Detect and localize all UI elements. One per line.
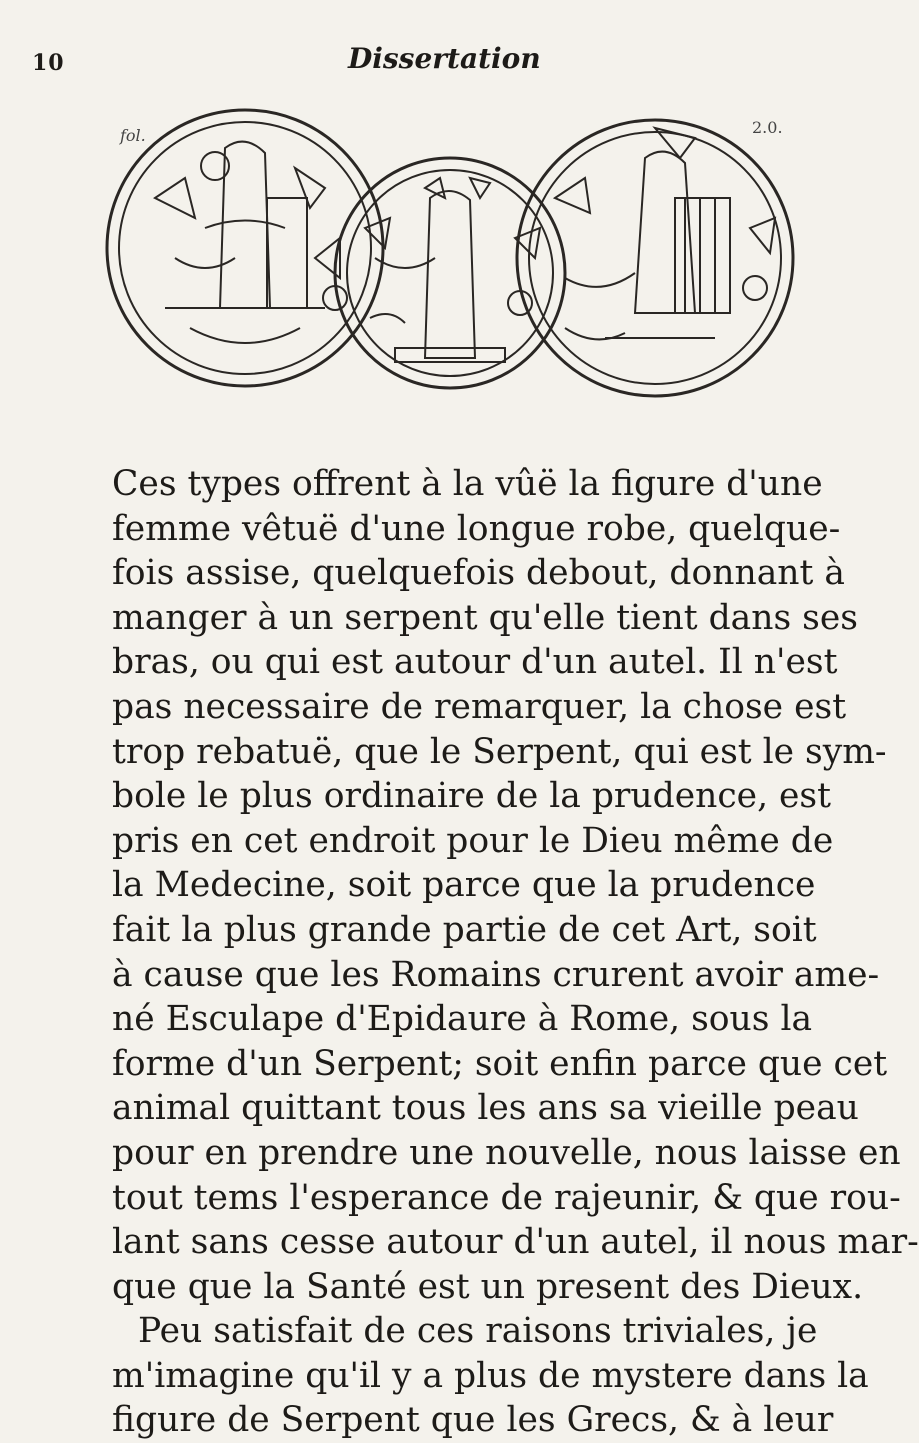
coin-left [107, 110, 383, 386]
text-line: pris en cet endroit pour le Dieu même de [112, 820, 834, 861]
text-line: m'imagine qu'il y a plus de mystere dans la [112, 1355, 869, 1396]
text-line: lant sans cesse autour d'un autel, il nous mar- [112, 1222, 919, 1263]
text-line: bole le plus ordinaire de la prudence, est [112, 776, 831, 817]
page-header [0, 42, 800, 102]
text-line: né Esculape d'Epidaure à Rome, sous la [112, 999, 813, 1040]
body-text [112, 462, 919, 1443]
text-line: forme d'un Serpent; soit enfin parce que cet [112, 1043, 888, 1084]
text-line: animal quittant tous les ans sa vieille peau [112, 1088, 859, 1129]
text-line: pour en prendre une nouvelle, nous laisse en [112, 1132, 901, 1173]
text-line: pas necessaire de remarquer, la chose est [112, 686, 847, 727]
text-line: la Medecine, soit parce que la prudence [112, 865, 816, 906]
plate-annotation-right: 2.0. [752, 118, 783, 137]
text-line: tout tems l'esperance de rajeunir, & que rou- [112, 1177, 901, 1218]
text-line: figure de Serpent que les Grecs, & à leur [112, 1400, 834, 1441]
text-line: à cause que les Romains crurent avoir ame- [112, 954, 880, 995]
text-line: que que la Santé est un present des Dieux. [112, 1266, 864, 1307]
running-title: Dissertation [348, 42, 541, 75]
text-line: fois assise, quelquefois debout, donnant à [112, 553, 845, 594]
text-line: trop rebatuë, que le Serpent, qui est le sym- [112, 731, 887, 772]
text-line: bras, ou qui est autour d'un autel. Il n'est [112, 642, 838, 683]
text-line: femme vêtuë d'une longue robe, quelque- [112, 508, 841, 549]
plate-annotation-left: fol. [120, 126, 146, 145]
text-line: Ces types offrent à la vûë la figure d'une [112, 464, 823, 504]
text-line-paragraph-start: Peu satisfait de ces raisons triviales, je [138, 1311, 818, 1352]
coin-right [517, 120, 793, 396]
page-number: 10 [32, 50, 65, 76]
coin-engraving-plate [95, 108, 785, 408]
text-line: manger à un serpent qu'elle tient dans ses [112, 597, 858, 638]
text-line: fait la plus grande partie de cet Art, soit [112, 909, 817, 950]
